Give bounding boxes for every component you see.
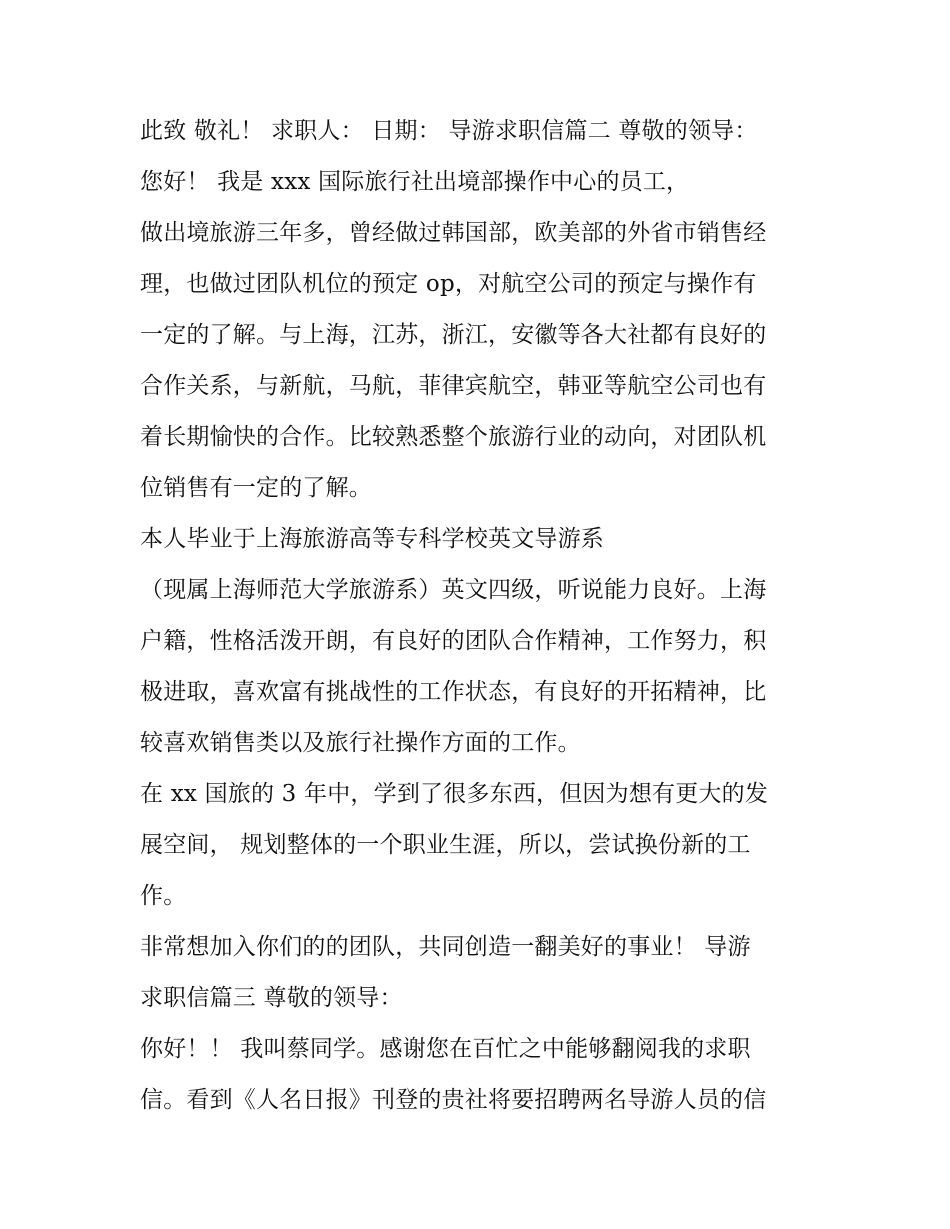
- text-line: 作。: [140, 883, 187, 909]
- text-line: 做出境旅游三年多，曾经做过韩国部，欧美部的外省市销售经: [140, 220, 767, 246]
- text-line: 非常想加入你们的的团队，共同创造一翻美好的事业！ 导游: [140, 934, 751, 960]
- text-line: 本人毕业于上海旅游高等专科学校英文导游系: [140, 526, 604, 552]
- text-line: 理，也做过团队机位的预定 op，对航空公司的预定与操作有: [140, 271, 757, 297]
- text-line: 合作关系，与新航，马航，菲律宾航空，韩亚等航空公司也有: [140, 373, 767, 399]
- text-line: 户籍，性格活泼开朗，有良好的团队合作精神，工作努力，积: [140, 628, 767, 654]
- text-line: （现属上海师范大学旅游系）英文四级，听说能力良好。上海: [140, 577, 767, 603]
- text-line: 求职信篇三 尊敬的领导：: [140, 985, 403, 1011]
- text-line: 较喜欢销售类以及旅行社操作方面的工作。: [140, 730, 581, 756]
- text-line: 位销售有一定的了解。: [140, 475, 372, 501]
- text-line: 展空间， 规划整体的一个职业生涯，所以，尝试换份新的工: [140, 832, 751, 858]
- document-body: [140, 111, 820, 1131]
- text-line: 信。看到《人名日报》刊登的贵社将要招聘两名导游人员的信: [140, 1087, 767, 1113]
- text-line: 极进取，喜欢富有挑战性的工作状态，有良好的开拓精神，比: [140, 679, 767, 705]
- text-line: 在 xx 国旅的 3 年中，学到了很多东西，但因为想有更大的发: [140, 781, 769, 807]
- text-line: 着长期愉快的合作。比较熟悉整个旅游行业的动向，对团队机: [140, 424, 767, 450]
- text-line: 一定的了解。与上海，江苏，浙江，安徽等各大社都有良好的: [140, 322, 767, 348]
- text-line: 你好！！ 我叫蔡同学。感谢您在百忙之中能够翻阅我的求职: [140, 1036, 751, 1062]
- text-line: 您好！ 我是 xxx 国际旅行社出境部操作中心的员工，: [140, 169, 690, 195]
- text-line: 此致 敬礼！ 求职人： 日期： 导游求职信篇二 尊敬的领导：: [140, 118, 758, 144]
